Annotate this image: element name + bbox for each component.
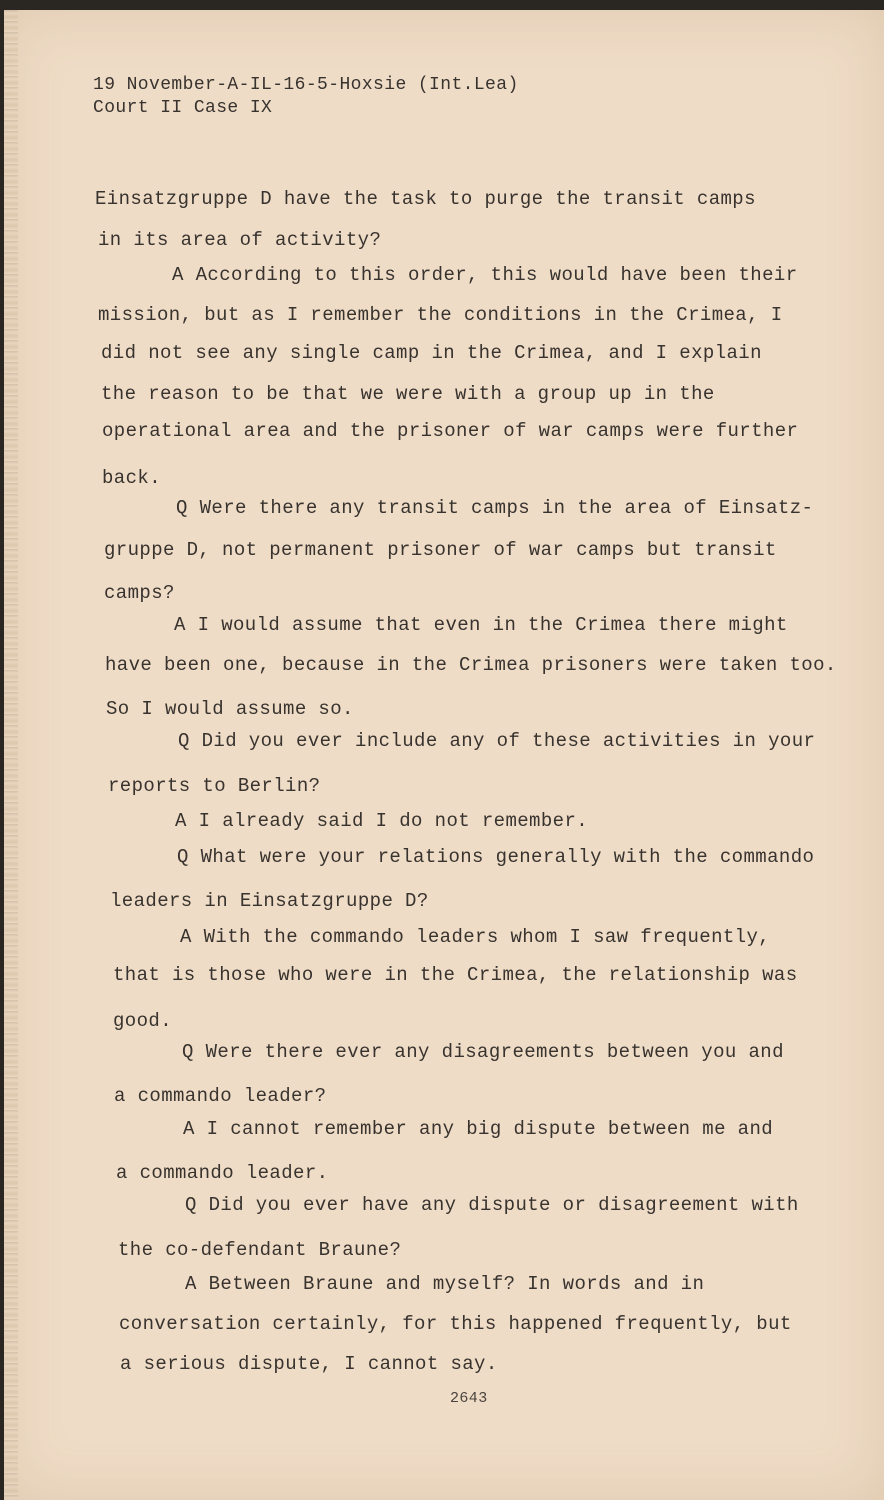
text-line: mission, but as I remember the conditions in the Crimea, I bbox=[98, 304, 783, 326]
text-line: A According to this order, this would have been their bbox=[172, 264, 798, 286]
text-line: A Between Braune and myself? In words and in bbox=[185, 1273, 705, 1295]
text-line: A I would assume that even in the Crimea there might bbox=[174, 614, 788, 636]
page-number: 2643 bbox=[450, 1390, 488, 1407]
header-line-1: 19 November-A-IL-16-5-Hoxsie (Int.Lea) bbox=[93, 75, 519, 95]
text-line: Q Were there ever any disagreements between you and bbox=[182, 1041, 784, 1063]
text-line: Q Did you ever include any of these activities in your bbox=[178, 730, 816, 752]
text-line: A I already said I do not remember. bbox=[175, 810, 589, 832]
text-line: the reason to be that we were with a group up in the bbox=[101, 383, 715, 405]
text-line: a serious dispute, I cannot say. bbox=[120, 1353, 498, 1375]
text-line: conversation certainly, for this happened frequently, but bbox=[119, 1313, 792, 1335]
text-line: Einsatzgruppe D have the task to purge the transit camps bbox=[95, 188, 756, 210]
text-line: back. bbox=[102, 467, 162, 489]
text-line: did not see any single camp in the Crimea, and I explain bbox=[101, 342, 762, 364]
text-line: in its area of activity? bbox=[98, 229, 382, 251]
text-line: a commando leader. bbox=[116, 1162, 329, 1184]
text-line: operational area and the prisoner of war camps were further bbox=[102, 420, 799, 442]
text-line: So I would assume so. bbox=[106, 698, 354, 720]
text-line: reports to Berlin? bbox=[108, 775, 321, 797]
text-line: Q What were your relations generally with the commando bbox=[177, 846, 815, 868]
text-line: leaders in Einsatzgruppe D? bbox=[110, 890, 429, 912]
header-line-2: Court II Case IX bbox=[93, 98, 273, 118]
text-line: have been one, because in the Crimea prisoners were taken too. bbox=[105, 654, 837, 676]
text-line: gruppe D, not permanent prisoner of war camps but transit bbox=[104, 539, 777, 561]
text-line: Q Did you ever have any dispute or disagreement with bbox=[185, 1194, 799, 1216]
text-line: that is those who were in the Crimea, the relationship was bbox=[113, 964, 798, 986]
text-line: Q Were there any transit camps in the area of Einsatz- bbox=[176, 497, 814, 519]
text-line: camps? bbox=[104, 582, 175, 604]
text-line: the co-defendant Braune? bbox=[118, 1239, 402, 1261]
text-line: A With the commando leaders whom I saw frequently, bbox=[180, 926, 771, 948]
text-line: good. bbox=[113, 1010, 173, 1032]
text-line: a commando leader? bbox=[114, 1085, 327, 1107]
text-line: A I cannot remember any big dispute between me and bbox=[183, 1118, 774, 1140]
